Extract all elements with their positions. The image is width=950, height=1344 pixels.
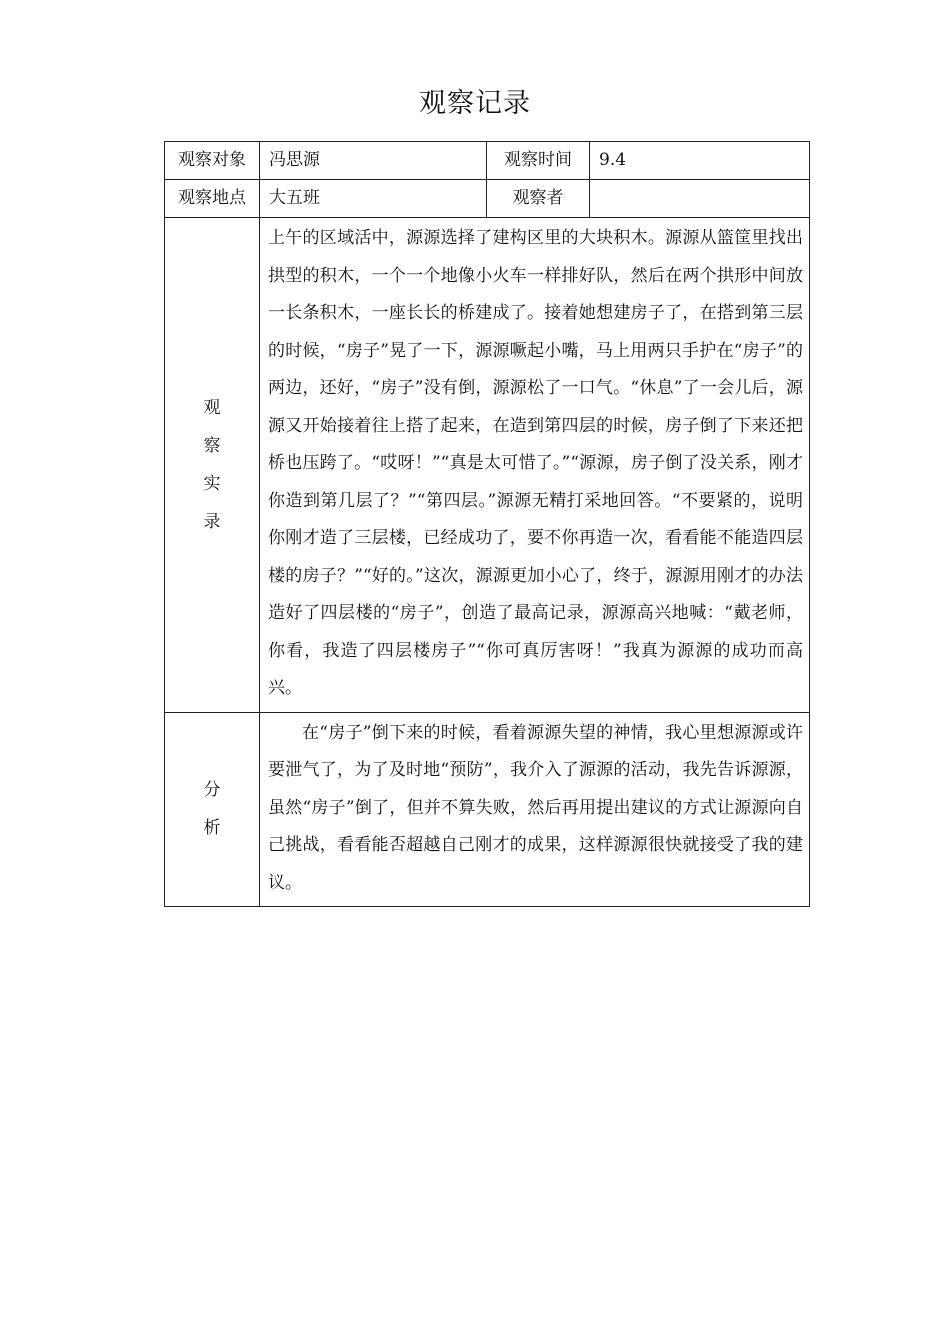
analysis-label-cell — [165, 712, 260, 907]
subject-value: 冯思源 — [260, 142, 487, 180]
place-label: 观察地点 — [165, 180, 260, 218]
table-row-place-observer — [165, 180, 810, 218]
time-value: 9.4 — [590, 142, 810, 180]
table-row-analysis — [165, 712, 810, 907]
subject-label: 观察对象 — [165, 142, 260, 180]
record-label-cell — [165, 218, 260, 713]
table-row-record — [165, 218, 810, 713]
analysis-label: 分析 — [203, 780, 221, 839]
record-text: 上午的区域活中，源源选择了建构区里的大块积木。源源从篮筐里找出拱型的积木，一个一个地像小火车一样排好队，然后在两个拱形中间放一长条积木，一座长长的桥建成了。接着她想建房子了，在搭到第三层的时候，“房子”晃了一下，源源噘起小嘴，马上用两只手护在“房子”的两边，还好，“房子”没有倒，源源松了一口气。“休息”了一会儿后，源源又开始接着往上搭了起来，在造到第四层的时候，房子倒了下来还把桥也压跨了。“哎呀！”“真是太可惜了。”“源源，房子倒了没关系，刚才你造到第几层了？”“第四层。”源源无精打采地回答。“不要紧的，说明你刚才造了三层楼，已经成功了，要不你再造一次，看看能不能造四层楼的房子？”“好的。”这次，源源更加小心了，终于，源源用刚才的办法造好了四层楼的“房子”，创造了最高记录，源源高兴地喊：“戴老师，你看，我造了四层楼房子”“你可真厉害呀！”我真为源源的成功而高兴。 — [260, 218, 810, 713]
analysis-text: 在“房子”倒下来的时候，看着源源失望的神情，我心里想源源或许要泄气了，为了及时地“预防”，我介入了源源的活动，我先告诉源源，虽然“房子”倒了，但并不算失败，然后再用提出建议的方式让源源向自己挑战，看看能否超越自己刚才的成果，这样源源很快就接受了我的建议。 — [260, 712, 810, 907]
observer-value — [590, 180, 810, 218]
observation-table — [164, 141, 810, 907]
time-label: 观察时间 — [487, 142, 590, 180]
observer-label: 观察者 — [487, 180, 590, 218]
page-title: 观察记录 — [419, 88, 531, 119]
place-value: 大五班 — [260, 180, 487, 218]
record-label: 观察实录 — [203, 397, 221, 532]
table-row-subject-time — [165, 142, 810, 180]
